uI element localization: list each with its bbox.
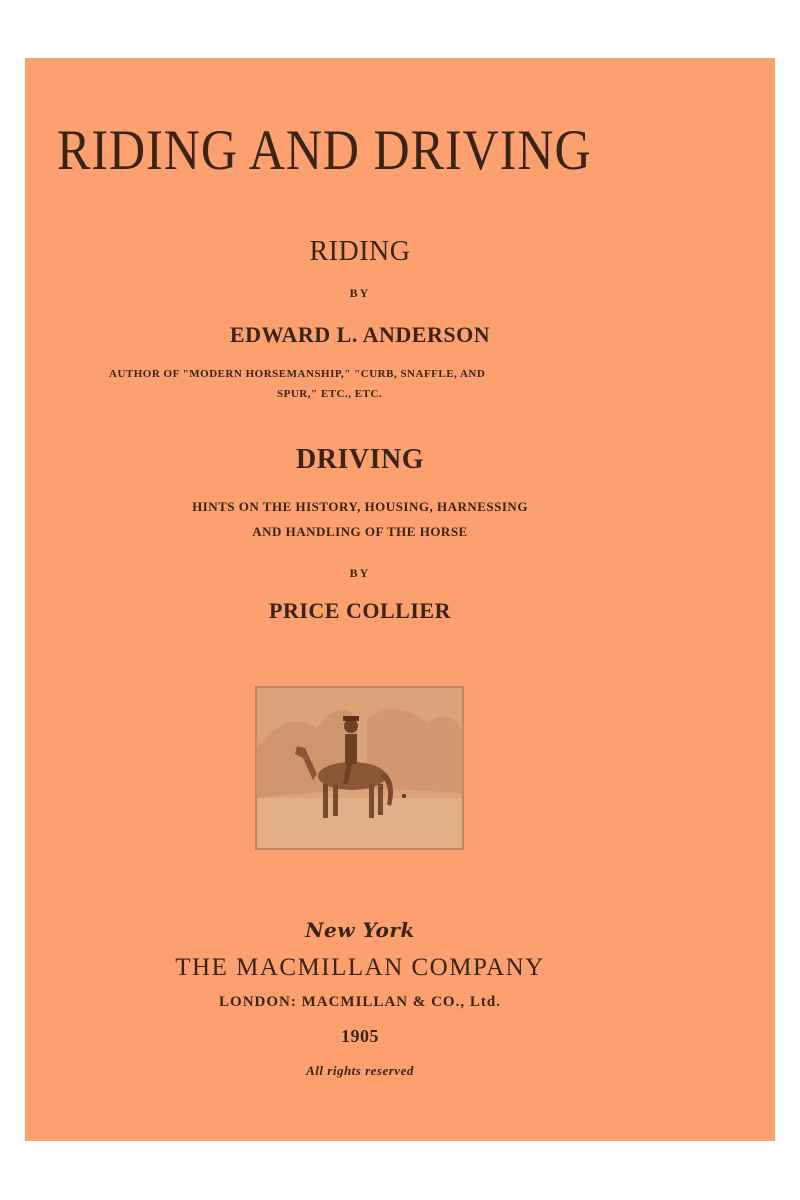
driving-subtitle-line-2: AND HANDLING OF THE HORSE bbox=[252, 524, 468, 539]
publisher-city: New York bbox=[305, 918, 415, 942]
publisher-london: LONDON: MACMILLAN & CO., Ltd. bbox=[219, 994, 501, 1010]
author-credits-line-2: SPUR," ETC., ETC. bbox=[277, 388, 383, 400]
author-credits-line-1: AUTHOR OF "MODERN HORSEMANSHIP," "CURB, SNAFFLE, AND bbox=[109, 368, 486, 380]
title-page bbox=[25, 58, 775, 1141]
author-anderson: EDWARD L. ANDERSON bbox=[229, 322, 491, 347]
author-collier: PRICE COLLIER bbox=[269, 598, 451, 623]
book-title: RIDING AND DRIVING bbox=[57, 117, 592, 182]
part-riding-heading: RIDING bbox=[309, 236, 411, 267]
publisher-name: THE MACMILLAN COMPANY bbox=[175, 954, 545, 981]
part-driving-heading: DRIVING bbox=[296, 444, 424, 475]
by-label-driving: BY bbox=[349, 566, 371, 580]
rights-notice: All rights reserved bbox=[306, 1063, 414, 1078]
driving-subtitle-line-1: HINTS ON THE HISTORY, HOUSING, HARNESSING bbox=[192, 499, 528, 514]
horse-and-rider-illustration bbox=[255, 686, 464, 850]
publication-year: 1905 bbox=[341, 1026, 379, 1046]
by-label-riding: BY bbox=[349, 286, 371, 300]
